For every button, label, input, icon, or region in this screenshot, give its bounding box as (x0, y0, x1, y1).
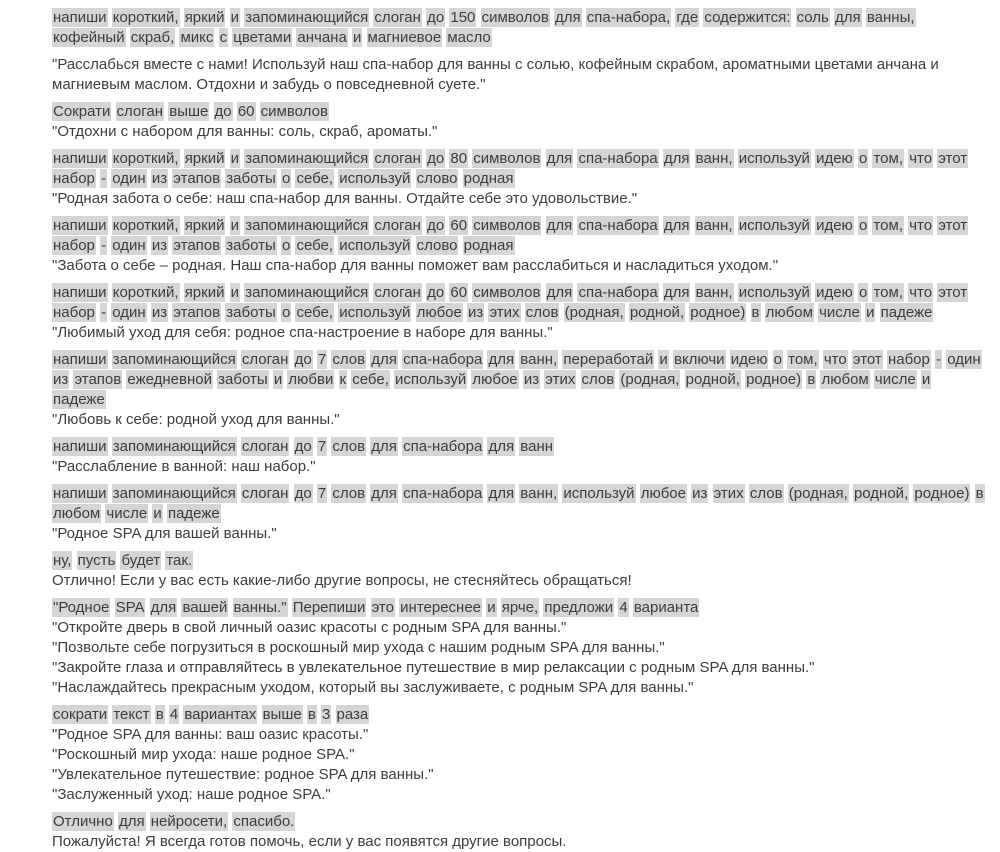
highlighted-word: этапов (74, 371, 122, 388)
highlighted-word: один (947, 351, 981, 368)
highlighted-word: ванн, (695, 150, 733, 167)
highlighted-word: короткий, (112, 150, 179, 167)
highlighted-word: падеже (880, 304, 933, 321)
highlighted-word: до (214, 103, 232, 120)
highlighted-word: для (118, 813, 145, 830)
highlighted-word: из (53, 371, 69, 388)
highlighted-word: слоган (374, 217, 421, 234)
highlighted-word: 7 (317, 485, 327, 502)
highlighted-word: для (488, 438, 515, 455)
highlighted-word: это (371, 599, 394, 616)
highlighted-word: содержится: (704, 9, 791, 26)
assistant-response: "Забота о себе – родная. Наш спа-набор для ванны поможет вам расслабиться и насладиться уходом." (52, 257, 779, 274)
highlighted-word: до (294, 438, 312, 455)
highlighted-word: из (468, 304, 484, 321)
highlighted-word: магниевое (367, 29, 442, 46)
highlighted-word: о (858, 217, 868, 234)
highlighted-word: что (909, 150, 933, 167)
highlighted-word: набор (53, 170, 95, 187)
highlighted-word: напиши (53, 351, 107, 368)
assistant-response: "Расслабление в ванной: наш набор." (52, 458, 316, 475)
highlighted-word: где (676, 9, 699, 26)
highlighted-word: яркий (184, 217, 225, 234)
highlighted-word: о (281, 237, 291, 254)
highlighted-word: идею (816, 284, 853, 301)
highlighted-word: короткий, (112, 217, 179, 234)
highlighted-word: родное) (746, 371, 802, 388)
assistant-response: "Любовь к себе: родной уход для ванны." (52, 411, 340, 428)
highlighted-word: (родная, (620, 371, 680, 388)
highlighted-word: интереснее (400, 599, 482, 616)
highlighted-word: что (823, 351, 847, 368)
highlighted-word: этих (713, 485, 744, 502)
highlighted-word: так. (166, 552, 193, 569)
highlighted-word: для (150, 599, 177, 616)
highlighted-word: используй (339, 304, 411, 321)
highlighted-word: ванн, (695, 217, 733, 234)
highlighted-word: родной, (853, 485, 909, 502)
highlighted-word: том, (873, 150, 904, 167)
highlighted-word: этапов (173, 170, 221, 187)
chat-exchange (52, 598, 986, 698)
highlighted-word: ванн (520, 438, 554, 455)
highlighted-word: до (294, 351, 312, 368)
highlighted-word: о (773, 351, 782, 368)
highlighted-word: ванн, (520, 485, 558, 502)
highlighted-word: для (546, 217, 573, 234)
highlighted-word: и (230, 217, 240, 234)
user-prompt (52, 350, 986, 410)
highlighted-word: слов (581, 371, 615, 388)
assistant-response: "Родная забота о себе: наш спа-набор для ванны. Отдайте себе это удовольствие." (52, 190, 638, 207)
highlighted-word: запоминающийся (245, 9, 369, 26)
user-prompt (52, 102, 986, 122)
highlighted-word: числе (874, 371, 916, 388)
highlighted-word: для (488, 351, 515, 368)
highlighted-word: символов (473, 150, 541, 167)
highlighted-word: для (371, 438, 397, 455)
highlighted-word: слоган (116, 103, 164, 120)
assistant-response: "Заслуженный уход: наше родное SPA." (52, 786, 331, 803)
highlighted-word: для (835, 9, 861, 26)
highlighted-word: числе (106, 505, 148, 522)
highlighted-word: для (663, 150, 690, 167)
highlighted-word: любви (288, 371, 334, 388)
highlighted-word: идею (730, 351, 768, 368)
chat-exchange (52, 216, 986, 276)
highlighted-word: ярче, (501, 599, 539, 616)
highlighted-word: Отлично (53, 813, 113, 830)
highlighted-word: до (427, 284, 445, 301)
highlighted-word: в (155, 706, 164, 723)
highlighted-word: любом (821, 371, 869, 388)
highlighted-word: - (101, 237, 107, 254)
highlighted-word: используй (563, 485, 635, 502)
highlighted-word: любое (640, 485, 686, 502)
highlighted-word: до (427, 9, 445, 26)
chat-exchange (52, 149, 986, 209)
highlighted-word: - (101, 170, 107, 187)
highlighted-word: заботы (226, 237, 276, 254)
highlighted-word: используй (738, 217, 810, 234)
highlighted-word: 4 (619, 599, 628, 616)
highlighted-word: родное) (690, 304, 746, 321)
highlighted-word: используй (339, 170, 411, 187)
user-prompt (52, 484, 986, 524)
highlighted-word: для (663, 284, 690, 301)
user-prompt (52, 437, 986, 457)
chat-exchange (52, 8, 986, 48)
highlighted-word: 7 (317, 438, 327, 455)
highlighted-word: слово (416, 170, 458, 187)
highlighted-word: используй (395, 371, 467, 388)
highlighted-word: Сократи (53, 103, 111, 120)
highlighted-word: будет (121, 552, 161, 569)
highlighted-word: 4 (169, 706, 179, 723)
highlighted-word: ежедневной (127, 371, 212, 388)
highlighted-word: ванны, (866, 9, 915, 26)
highlighted-word: скраб, (130, 29, 175, 46)
user-prompt (52, 8, 986, 48)
assistant-response: "Родное SPA для ванны: ваш оазис красоты." (52, 726, 369, 743)
highlighted-word: 60 (450, 217, 468, 234)
highlighted-word: 7 (317, 351, 327, 368)
highlighted-word: выше (262, 706, 302, 723)
chat-exchange (52, 102, 986, 142)
chat-exchange (52, 705, 986, 805)
highlighted-word: яркий (184, 150, 225, 167)
highlighted-word: заботы (218, 371, 268, 388)
highlighted-word: заботы (226, 304, 276, 321)
highlighted-word: и (487, 599, 496, 616)
highlighted-word: себе, (296, 170, 334, 187)
highlighted-word: для (371, 351, 397, 368)
highlighted-word: о (281, 304, 291, 321)
highlighted-word: спа-набора (578, 217, 658, 234)
highlighted-word: и (230, 9, 240, 26)
highlighted-word: 60 (450, 284, 468, 301)
highlighted-word: запоминающийся (245, 284, 369, 301)
chat-exchange (52, 812, 986, 852)
highlighted-word: пусть (77, 552, 116, 569)
highlighted-word: раза (336, 706, 369, 723)
highlighted-word: спа-набора (403, 351, 483, 368)
highlighted-word: масло (447, 29, 491, 46)
highlighted-word: текст (113, 706, 150, 723)
highlighted-word: - (936, 351, 942, 368)
highlighted-word: родная (463, 170, 514, 187)
highlighted-word: о (281, 170, 291, 187)
highlighted-word: себе, (296, 304, 334, 321)
highlighted-word: что (909, 284, 933, 301)
highlighted-word: запоминающийся (112, 351, 236, 368)
highlighted-word: символов (473, 217, 541, 234)
highlighted-word: этот (938, 150, 968, 167)
user-prompt (52, 812, 986, 832)
highlighted-word: варианта (633, 599, 699, 616)
highlighted-word: "Родное (53, 599, 110, 616)
highlighted-word: в (751, 304, 760, 321)
assistant-response: "Роскошный мир ухода: наше родное SPA." (52, 746, 355, 763)
highlighted-word: любое (416, 304, 462, 321)
assistant-response: "Позвольте себе погрузиться в роскошный мир ухода с нашим родным SPA для ванны." (52, 639, 665, 656)
highlighted-word: и (230, 150, 240, 167)
highlighted-word: этих (545, 371, 576, 388)
highlighted-word: слоган (374, 150, 421, 167)
highlighted-word: падеже (167, 505, 220, 522)
highlighted-word: запоминающийся (112, 485, 236, 502)
highlighted-word: и (659, 351, 668, 368)
conversation (52, 8, 986, 852)
highlighted-word: до (294, 485, 312, 502)
assistant-response: "Родное SPA для вашей ванны." (52, 525, 277, 542)
highlighted-word: слов (332, 485, 366, 502)
highlighted-word: для (371, 485, 397, 502)
highlighted-word: любом (53, 505, 101, 522)
highlighted-word: любом (765, 304, 813, 321)
highlighted-word: символов (473, 284, 541, 301)
user-prompt (52, 216, 986, 256)
highlighted-word: выше (169, 103, 209, 120)
highlighted-word: короткий, (112, 284, 179, 301)
highlighted-word: запоминающийся (245, 217, 369, 234)
highlighted-word: нейросети, (150, 813, 228, 830)
highlighted-word: слоган (374, 9, 421, 26)
highlighted-word: идею (816, 150, 853, 167)
highlighted-word: один (112, 170, 146, 187)
highlighted-word: спа-набора (578, 150, 658, 167)
highlighted-word: и (352, 29, 362, 46)
highlighted-word: набор (53, 237, 95, 254)
user-prompt (52, 551, 986, 571)
highlighted-word: спа-набора (578, 284, 658, 301)
highlighted-word: к (339, 371, 347, 388)
highlighted-word: слоган (241, 485, 289, 502)
assistant-response: "Наслаждайтесь прекрасным уходом, который вы заслуживаете, с родным SPA для ванны." (52, 679, 694, 696)
highlighted-word: и (273, 371, 283, 388)
chat-exchange (52, 437, 986, 477)
highlighted-word: любое (472, 371, 518, 388)
highlighted-word: в (807, 371, 816, 388)
highlighted-word: слоган (374, 284, 421, 301)
highlighted-word: (родная, (564, 304, 624, 321)
highlighted-word: слов (525, 304, 559, 321)
highlighted-word: используй (738, 150, 810, 167)
highlighted-word: спа-набора (403, 485, 483, 502)
highlighted-word: падеже (53, 391, 105, 408)
highlighted-word: ванн, (695, 284, 733, 301)
user-prompt (52, 598, 986, 618)
highlighted-word: включи (673, 351, 725, 368)
highlighted-word: набор (887, 351, 930, 368)
highlighted-word: используй (339, 237, 411, 254)
highlighted-word: слоган (241, 438, 289, 455)
highlighted-word: том, (788, 351, 818, 368)
highlighted-word: этот (938, 217, 968, 234)
highlighted-word: кофейный (53, 29, 125, 46)
highlighted-word: до (427, 150, 445, 167)
highlighted-word: родной, (629, 304, 685, 321)
highlighted-word: этапов (173, 237, 221, 254)
highlighted-word: родное) (914, 485, 970, 502)
user-prompt (52, 283, 986, 323)
highlighted-word: слоган (241, 351, 289, 368)
highlighted-word: о (858, 284, 868, 301)
highlighted-word: ванн, (520, 351, 558, 368)
highlighted-word: символов (481, 9, 549, 26)
highlighted-word: напиши (53, 438, 107, 455)
highlighted-word: спа-набора (403, 438, 483, 455)
highlighted-word: слов (332, 351, 366, 368)
highlighted-word: из (151, 170, 168, 187)
highlighted-word: том, (873, 284, 904, 301)
highlighted-word: до (427, 217, 445, 234)
highlighted-word: используй (738, 284, 810, 301)
highlighted-word: переработай (563, 351, 654, 368)
chat-exchange (52, 350, 986, 430)
highlighted-word: слов (332, 438, 366, 455)
highlighted-word: яркий (184, 9, 225, 26)
highlighted-word: идею (816, 217, 853, 234)
highlighted-word: один (112, 304, 146, 321)
highlighted-word: из (523, 371, 540, 388)
assistant-response: Пожалуйста! Я всегда готов помочь, если у вас появятся другие вопросы. (52, 833, 567, 850)
highlighted-word: напиши (53, 150, 107, 167)
highlighted-word: анчана (297, 29, 347, 46)
highlighted-word: в (307, 706, 316, 723)
highlighted-word: (родная, (788, 485, 848, 502)
highlighted-word: в (975, 485, 984, 502)
chat-exchange (52, 55, 986, 95)
user-prompt (52, 705, 986, 725)
highlighted-word: и (866, 304, 875, 321)
highlighted-word: этот (938, 284, 968, 301)
highlighted-word: себе, (352, 371, 389, 388)
highlighted-word: 80 (450, 150, 468, 167)
assistant-response: "Отдохни с набором для ванны: соль, скраб, ароматы." (52, 123, 438, 140)
highlighted-word: для (554, 9, 581, 26)
highlighted-word: и (153, 505, 162, 522)
highlighted-word: запоминающийся (245, 150, 369, 167)
highlighted-word: запоминающийся (112, 438, 236, 455)
highlighted-word: вариантах (184, 706, 257, 723)
highlighted-word: ванны." (233, 599, 287, 616)
highlighted-word: сократи (53, 706, 108, 723)
assistant-response: "Откройте дверь в свой личный оазис красоты с родным SPA для ванны." (52, 619, 567, 636)
highlighted-word: и (230, 284, 240, 301)
highlighted-word: для (546, 284, 573, 301)
assistant-response: "Увлекательное путешествие: родное SPA для ванны." (52, 766, 434, 783)
highlighted-word: 60 (237, 103, 255, 120)
highlighted-word: этих (489, 304, 520, 321)
highlighted-word: для (488, 485, 515, 502)
highlighted-word: яркий (184, 284, 225, 301)
highlighted-word: для (546, 150, 573, 167)
chat-exchange (52, 551, 986, 591)
highlighted-word: родной, (685, 371, 740, 388)
highlighted-word: предложи (544, 599, 614, 616)
highlighted-word: что (909, 217, 933, 234)
highlighted-word: себе, (296, 237, 334, 254)
user-prompt (52, 149, 986, 189)
highlighted-word: спасибо. (233, 813, 295, 830)
highlighted-word: родная (463, 237, 514, 254)
highlighted-word: этот (852, 351, 882, 368)
highlighted-word: из (151, 237, 168, 254)
highlighted-word: SPA (115, 599, 145, 616)
highlighted-word: заботы (226, 170, 276, 187)
highlighted-word: символов (260, 103, 328, 120)
highlighted-word: с (219, 29, 228, 46)
highlighted-word: - (101, 304, 107, 321)
highlighted-word: спа-набора, (586, 9, 671, 26)
highlighted-word: микс (180, 29, 214, 46)
highlighted-word: слов (749, 485, 783, 502)
highlighted-word: о (858, 150, 868, 167)
highlighted-word: вашей (182, 599, 228, 616)
highlighted-word: цветами (233, 29, 292, 46)
assistant-response: Отлично! Если у вас есть какие-либо другие вопросы, не стесняйтесь обращаться! (52, 572, 632, 589)
highlighted-word: Перепиши (292, 599, 366, 616)
highlighted-word: один (112, 237, 146, 254)
highlighted-word: для (663, 217, 690, 234)
highlighted-word: числе (819, 304, 860, 321)
highlighted-word: и (921, 371, 931, 388)
highlighted-word: слово (416, 237, 458, 254)
highlighted-word: напиши (53, 284, 107, 301)
assistant-response: "Любимый уход для себя: родное спа-настроение в наборе для ванны." (52, 324, 553, 341)
chat-exchange (52, 484, 986, 544)
highlighted-word: том, (873, 217, 904, 234)
highlighted-word: напиши (53, 217, 107, 234)
highlighted-word: напиши (53, 9, 107, 26)
highlighted-word: 150 (450, 9, 476, 26)
assistant-response: "Закройте глаза и отправляйтесь в увлекательное путешествие в мир релаксации с родным SPA для ванны." (52, 659, 815, 676)
highlighted-word: ну, (53, 552, 72, 569)
highlighted-word: из (151, 304, 168, 321)
highlighted-word: набор (53, 304, 95, 321)
highlighted-word: короткий, (112, 9, 179, 26)
highlighted-word: 3 (322, 706, 331, 723)
highlighted-word: этапов (173, 304, 221, 321)
highlighted-word: напиши (53, 485, 107, 502)
highlighted-word: соль (796, 9, 829, 26)
assistant-response: "Расслабься вместе с нами! Используй наш спа-набор для ванны с солью, кофейным скрабом, ароматными цветами анчана и магниевым маслом. Отдохни и забудь о повседневной суете." (52, 56, 939, 93)
chat-exchange (52, 283, 986, 343)
highlighted-word: из (692, 485, 708, 502)
